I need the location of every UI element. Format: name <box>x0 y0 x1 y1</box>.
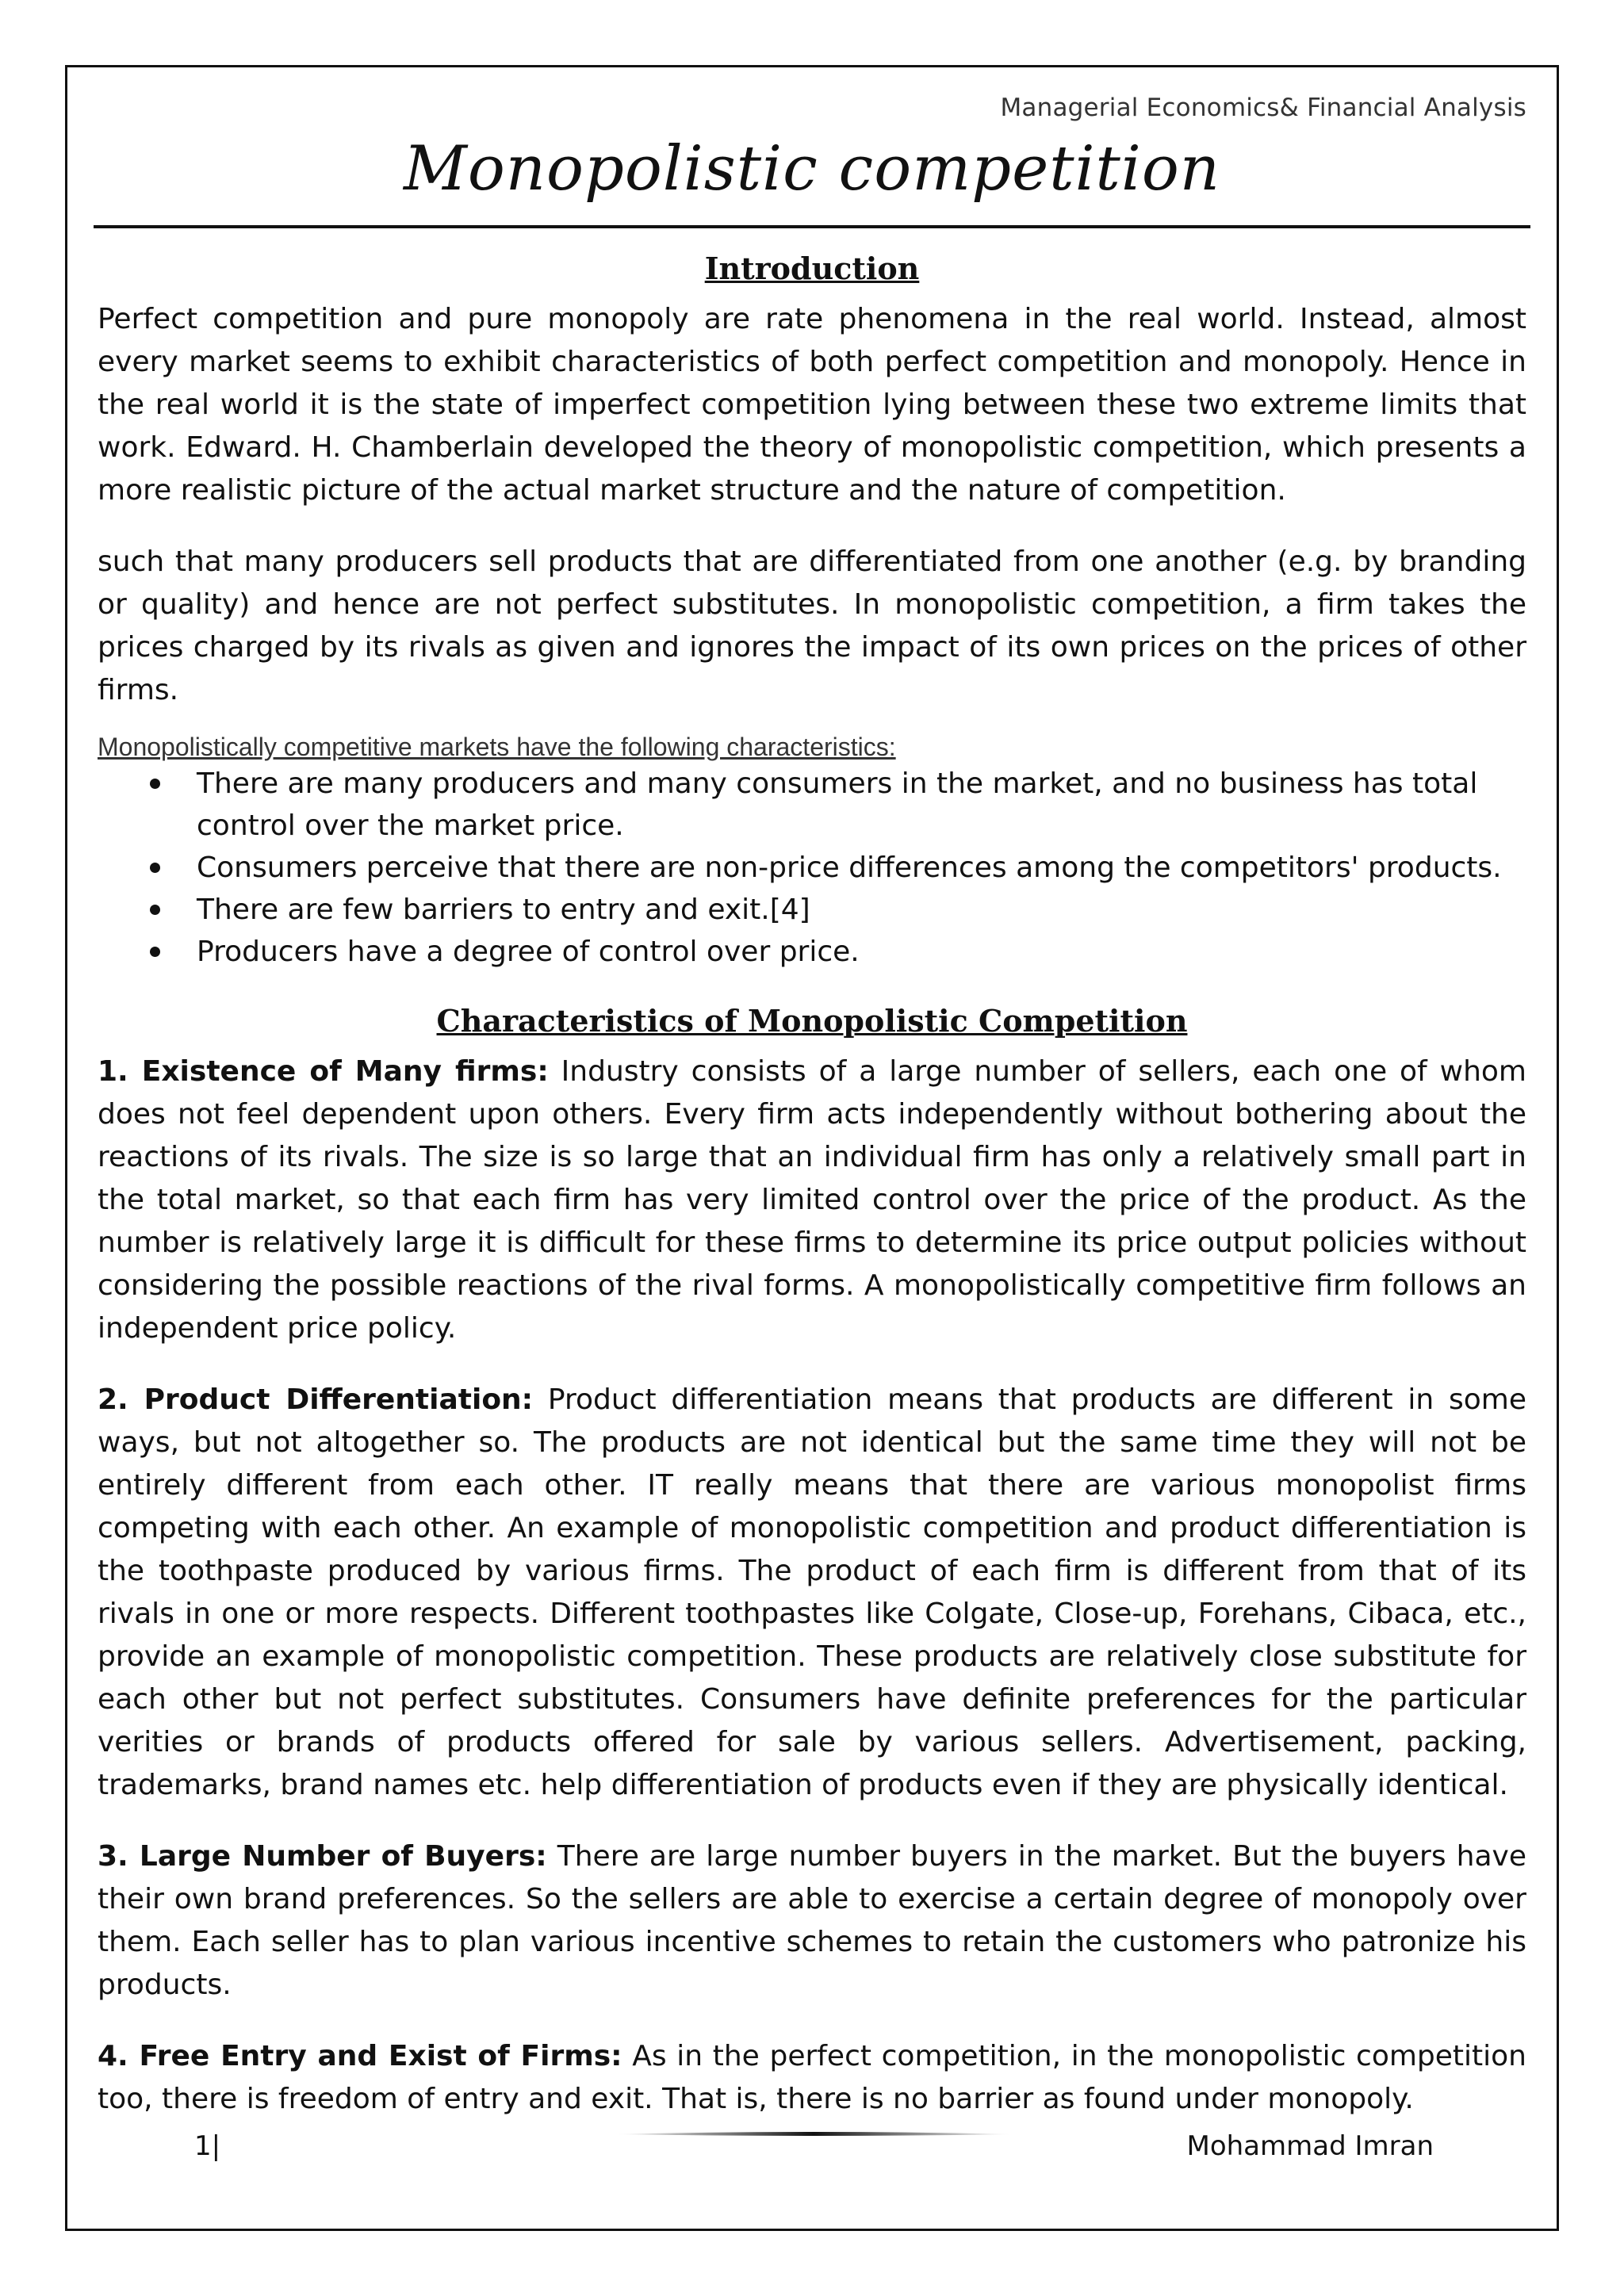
bullet-item <box>98 889 1526 931</box>
header-course-name: Managerial Economics& Financial Analysis <box>1000 94 1526 122</box>
characteristic-paragraph-4 <box>98 2035 1526 2121</box>
bullet-dot-icon <box>150 905 160 915</box>
introduction-heading: Introduction <box>704 251 920 286</box>
bullet-dot-icon <box>150 947 160 957</box>
main-content <box>98 247 1526 2149</box>
page-title: Monopolistic competition <box>403 133 1221 205</box>
title-underline-rule <box>94 225 1530 228</box>
bullet-item <box>98 931 1526 973</box>
introduction-paragraph-1: Perfect competition and pure monopoly are rate phenomena in the real world. Instead, almost every market seems to exhibit characteristics of both perfect competition and monopoly. Hence in the real world it is the state of imperfect competition lying between these two extreme limits that work. Edward. H. Chamberlain developed the theory of monopolistic competition, which presents a more realistic picture of the actual market structure and the nature of competition. <box>98 303 1526 507</box>
characteristic-text: As in the perfect competition, in the monopolistic competition too, there is freedom of entry and exit. That is, there is no barrier as found under monopoly. <box>98 2040 1526 2115</box>
characteristic-label: 1. Existence of Many firms: <box>98 1055 549 1088</box>
characteristic-paragraph-3 <box>98 1835 1526 2007</box>
introduction-paragraph-2: such that many producers sell products that are differentiated from one another (e.g. by branding or quality) and hence are not perfect substitutes. In monopolistic competition, a firm takes the prices charged by its rivals as given and ignores the impact of its own prices on the prices of other firms. <box>98 545 1526 706</box>
footer-author: Mohammad Imran <box>1186 2130 1434 2162</box>
bullet-dot-icon <box>150 863 160 873</box>
characteristic-text: There are large number buyers in the market. But the buyers have their own brand preferences. So the sellers are able to exercise a certain degree of monopoly over them. Each seller has to plan various incentive schemes to retain the customers who patronize his products. <box>98 1840 1527 2001</box>
bullet-text: There are few barriers to entry and exit.[4] <box>197 894 810 926</box>
characteristics-heading: Characteristics of Monopolistic Competition <box>436 1003 1188 1039</box>
bullet-text: There are many producers and many consumers in the market, and no business has total control over the market price. <box>197 767 1478 842</box>
bullet-item <box>98 847 1526 889</box>
bullet-text: Producers have a degree of control over price. <box>197 936 860 968</box>
characteristic-paragraph-2 <box>98 1379 1526 1807</box>
footer-page-number: 1| <box>194 2130 221 2162</box>
characteristics-list-intro: Monopolistically competitive markets have the following characteristics: <box>98 733 896 761</box>
characteristic-label: 3. Large Number of Buyers: <box>98 1840 547 1873</box>
characteristics-bullet-list <box>98 763 1526 973</box>
characteristic-paragraph-1 <box>98 1050 1526 1350</box>
characteristic-label: 4. Free Entry and Exist of Firms: <box>98 2040 622 2072</box>
characteristic-label: 2. Product Differentiation: <box>98 1383 534 1416</box>
bullet-text: Consumers perceive that there are non-price differences among the competitors' products. <box>197 851 1502 884</box>
footer-ornament-line <box>615 2130 1012 2139</box>
characteristic-text: Industry consists of a large number of sellers, each one of whom does not feel dependent upon others. Every firm acts independently without bothering about the reactions of its rivals. The size is so large that an individual firm has only a relatively small part in the total market, so that each firm has very limited control over the price of the product. As the number is relatively large it is difficult for these firms to determine its price output policies without considering the possible reactions of the rival forms. A monopolistically competitive firm follows an independent price policy. <box>98 1055 1526 1345</box>
bullet-item <box>98 763 1526 847</box>
bullet-dot-icon <box>150 779 160 789</box>
characteristic-text: Product differentiation means that products are different in some ways, but not altogether so. The products are not identical but the same time they will not be entirely different from each other. IT really means that there are various monopolist firms competing with each other. An example of monopolistic competition and product differentiation is the toothpaste produced by various firms. The product of each firm is different from that of its rivals in one or more respects. Different toothpastes like Colgate, Close-up, Forehans, Cibaca, etc., provide an example of monopolistic competition. These products are relatively close substitute for each other but not perfect substitutes. Consumers have definite preferences for the particular verities or brands of products offered for sale by various sellers. Advertisement, packing, trademarks, brand names etc. help differentiation of products even if they are physically identical. <box>98 1383 1526 1801</box>
